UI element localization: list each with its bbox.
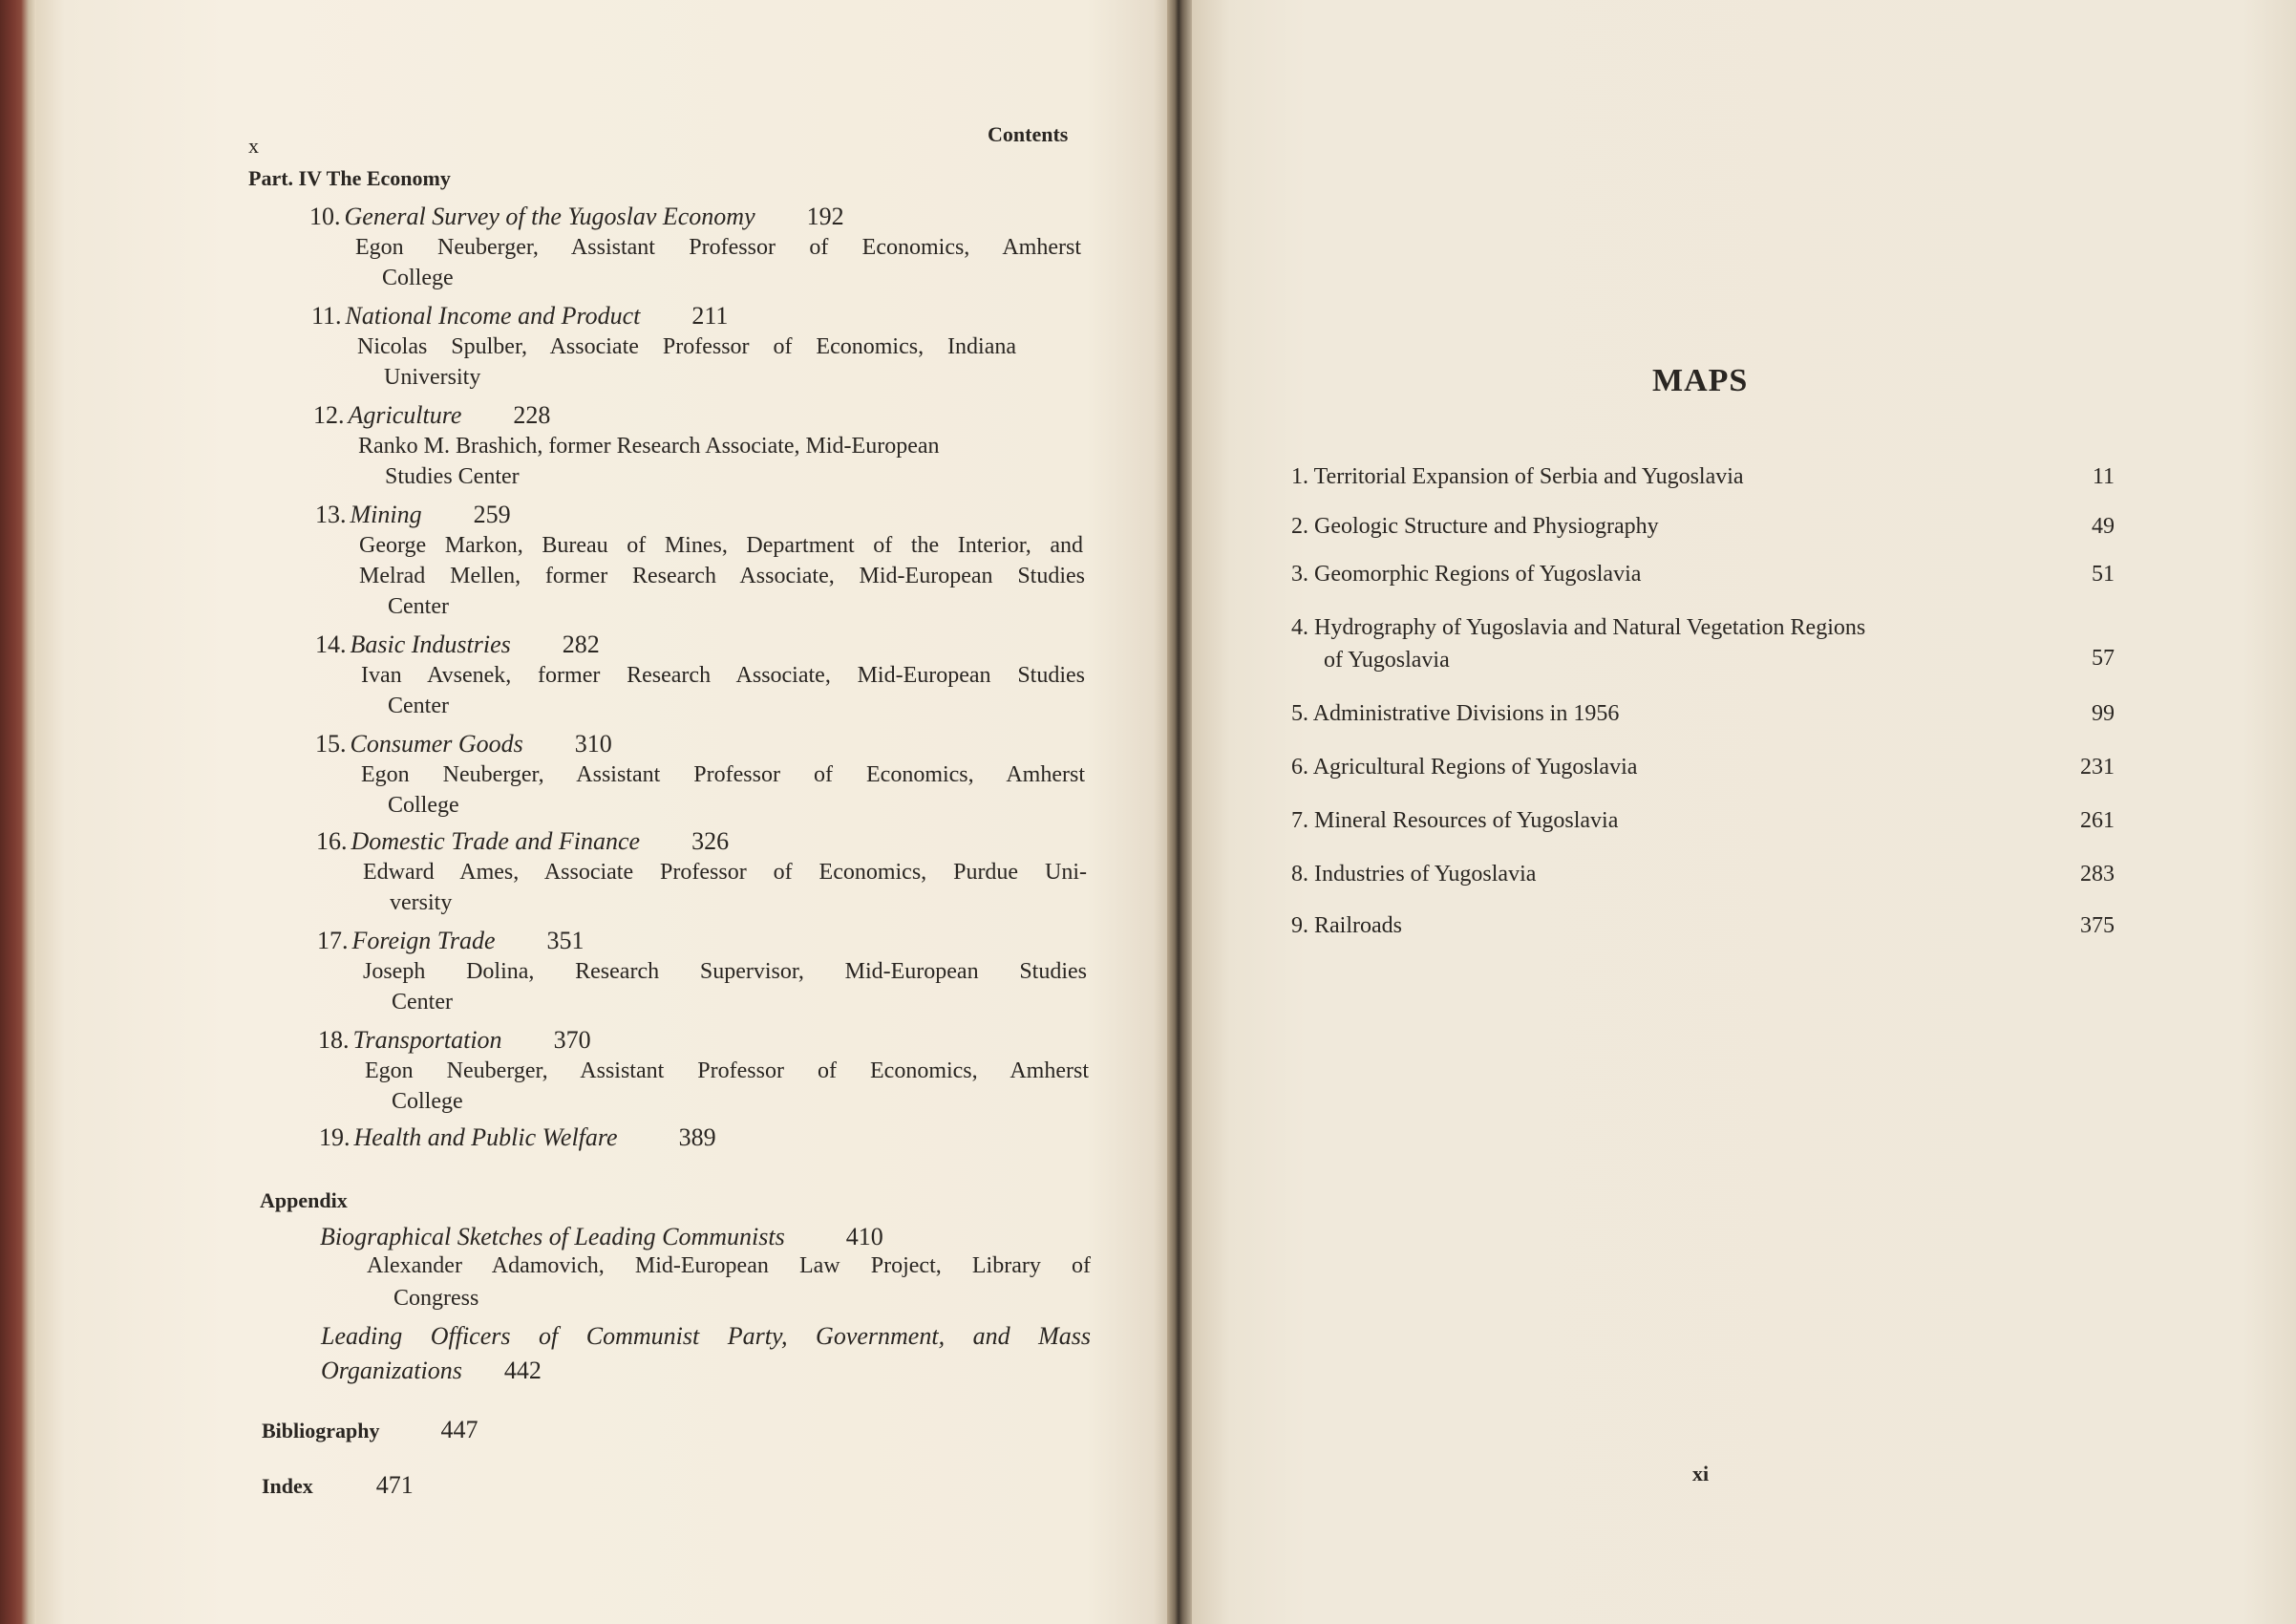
chapter-number: 15. [315, 730, 347, 758]
toc-chapter-12 [313, 401, 550, 430]
chapter-author-continued: Center [388, 594, 449, 619]
map-title: Railroads [1314, 913, 1402, 938]
map-number: 3. [1291, 562, 1308, 587]
chapter-author: Ranko M. Brashich, former Research Associate, Mid-European [358, 434, 940, 459]
chapter-title: Health and Public Welfare [353, 1123, 618, 1151]
chapter-author: George Markon, Bureau of Mines, Department of the Interior, and [359, 533, 1083, 558]
chapter-author-continued: Studies Center [385, 464, 520, 489]
toc-bibliography [262, 1416, 478, 1444]
index-label: Index [262, 1474, 313, 1498]
index-page: 471 [375, 1471, 414, 1499]
toc-chapter-13 [315, 501, 511, 529]
chapter-title: National Income and Product [345, 302, 641, 330]
map-page: 49 [2092, 514, 2115, 539]
chapter-title: Consumer Goods [350, 730, 523, 758]
chapter-author: Joseph Dolina, Research Supervisor, Mid-European Studies [363, 959, 1087, 984]
map-title: Geologic Structure and Physiography [1314, 514, 1659, 539]
map-page: 283 [2080, 862, 2115, 887]
running-head: Contents [988, 122, 1069, 146]
chapter-title: Mining [350, 501, 422, 528]
chapter-page: 282 [562, 630, 600, 658]
toc-chapter-17 [317, 927, 584, 955]
map-list-item [1291, 755, 1637, 780]
map-list-item [1291, 464, 1744, 490]
chapter-author-continued: Center [388, 694, 449, 718]
map-number: 4. [1291, 615, 1308, 640]
map-page: 51 [2092, 562, 2115, 587]
maps-title: MAPS [1652, 363, 1749, 398]
chapter-number: 19. [319, 1123, 351, 1151]
chapter-number: 16. [316, 827, 348, 855]
map-list-item [1291, 615, 1865, 641]
chapter-author-continued: College [382, 266, 454, 290]
map-title: Mineral Resources of Yugoslavia [1314, 808, 1619, 833]
chapter-number: 14. [315, 630, 347, 658]
toc-appendix-officers-continued [321, 1357, 542, 1385]
chapter-title: Foreign Trade [351, 927, 496, 954]
map-list-item [1291, 562, 1641, 588]
map-title: Agricultural Regions of Yugoslavia [1312, 755, 1638, 780]
map-page: 99 [2092, 701, 2115, 726]
map-page: 375 [2080, 913, 2115, 938]
toc-chapter-19 [319, 1123, 716, 1152]
toc-index [262, 1471, 414, 1500]
chapter-author: Edward Ames, Associate Professor of Economics, Purdue Uni- [363, 860, 1087, 885]
map-title: Hydrography of Yugoslavia and Natural Vegetation Regions [1314, 615, 1866, 640]
map-page: 57 [2092, 646, 2115, 671]
chapter-number: 17. [317, 927, 349, 954]
map-number: 5. [1291, 701, 1308, 726]
chapter-page: 259 [473, 501, 511, 528]
map-title: Administrative Divisions in 1956 [1312, 701, 1620, 726]
map-list-item [1291, 862, 1536, 887]
map-title: Industries of Yugoslavia [1314, 862, 1537, 887]
chapter-author-continued: Center [392, 990, 453, 1015]
bibliography-label: Bibliography [262, 1419, 380, 1442]
appendix-title-continued: Organizations [321, 1357, 462, 1384]
map-title-continued: of Yugoslavia [1324, 648, 1450, 673]
chapter-author: Egon Neuberger, Assistant Professor of Economics, Amherst [361, 762, 1085, 787]
map-page: 11 [2092, 464, 2115, 489]
appendix-author: Alexander Adamovich, Mid-European Law Project, Library of [367, 1253, 1091, 1278]
chapter-number: 13. [315, 501, 347, 528]
chapter-title: Basic Industries [350, 630, 511, 658]
map-list-item [1291, 701, 1619, 727]
chapter-author-continued: Melrad Mellen, former Research Associate, Mid-European Studies [359, 564, 1085, 588]
chapter-author-continued: University [384, 365, 481, 390]
toc-chapter-15 [315, 730, 612, 759]
appendix-page: 442 [503, 1357, 542, 1384]
map-number: 9. [1291, 913, 1308, 938]
appendix-author-continued: Congress [393, 1286, 479, 1311]
chapter-title: Domestic Trade and Finance [351, 827, 641, 855]
chapter-author: Egon Neuberger, Assistant Professor of Economics, Amherst [355, 235, 1081, 260]
chapter-author-continued: College [392, 1089, 463, 1114]
map-number: 8. [1291, 862, 1308, 887]
book-gutter [1167, 0, 1192, 1624]
left-page-number: x [248, 134, 259, 158]
map-number: 1. [1291, 464, 1308, 489]
chapter-page: 228 [513, 401, 551, 429]
chapter-page: 370 [553, 1026, 591, 1054]
chapter-page: 310 [574, 730, 612, 758]
chapter-author-continued: College [388, 793, 459, 818]
chapter-title: Agriculture [348, 401, 462, 429]
chapter-page: 211 [691, 302, 729, 330]
map-title: Geomorphic Regions of Yugoslavia [1314, 562, 1642, 587]
chapter-author: Nicolas Spulber, Associate Professor of Economics, Indiana [357, 334, 1016, 359]
book-cover-edge [0, 0, 36, 1624]
bibliography-page: 447 [440, 1416, 478, 1443]
chapter-number: 18. [318, 1026, 350, 1054]
chapter-number: 11. [311, 302, 342, 330]
map-number: 6. [1291, 755, 1308, 780]
toc-chapter-16 [316, 827, 729, 856]
appendix-title: Biographical Sketches of Leading Communists [320, 1223, 785, 1250]
right-page-number: xi [1692, 1462, 1710, 1485]
map-number: 7. [1291, 808, 1308, 833]
toc-chapter-18 [318, 1026, 591, 1055]
chapter-number: 10. [309, 203, 341, 230]
map-page: 231 [2080, 755, 2115, 780]
chapter-title: General Survey of the Yugoslav Economy [344, 203, 755, 230]
toc-chapter-14 [315, 630, 600, 659]
chapter-page: 389 [678, 1123, 716, 1151]
toc-appendix-biographical [320, 1223, 883, 1251]
map-number: 2. [1291, 514, 1308, 539]
appendix-heading: Appendix [260, 1188, 348, 1212]
toc-chapter-11 [311, 302, 728, 331]
map-list-item [1291, 514, 1659, 540]
chapter-author: Egon Neuberger, Assistant Professor of Economics, Amherst [365, 1058, 1089, 1083]
chapter-page: 326 [691, 827, 730, 855]
chapter-page: 192 [806, 203, 844, 230]
part-heading: Part. IV The Economy [248, 166, 451, 190]
map-list-item [1291, 808, 1618, 834]
chapter-author-continued: versity [390, 890, 453, 915]
chapter-number: 12. [313, 401, 345, 429]
chapter-author: Ivan Avsenek, former Research Associate, Mid-European Studies [361, 663, 1085, 688]
toc-chapter-10 [309, 203, 844, 231]
chapter-title: Transportation [352, 1026, 502, 1054]
map-title: Territorial Expansion of Serbia and Yugoslavia [1313, 464, 1744, 489]
appendix-page: 410 [845, 1223, 883, 1250]
chapter-page: 351 [546, 927, 585, 954]
toc-appendix-officers: Leading Officers of Communist Party, Government, and Mass [321, 1322, 1091, 1350]
map-list-item [1291, 913, 1402, 939]
map-page: 261 [2080, 808, 2115, 833]
